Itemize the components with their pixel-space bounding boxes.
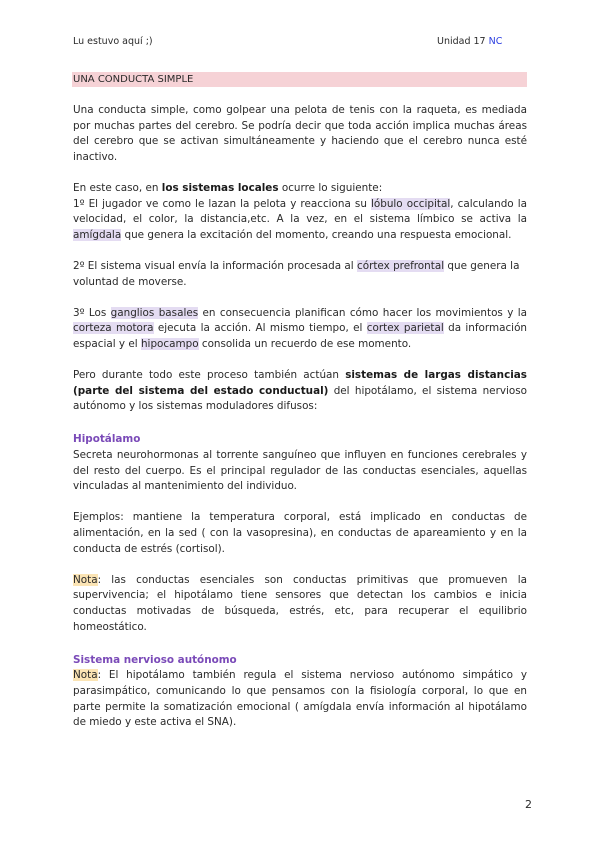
highlight-term: córtex prefrontal — [357, 259, 445, 272]
paragraph-hipotalamo: Secreta neurohormonas al torrente sanguíneo que influyen en funciones cerebrales y del resto del cuerpo. Es el principal regulador de las conductas esenciales, aquellas vinculadas al mantenimiento del individuo. — [73, 449, 527, 493]
highlight-term: cortex parietal — [366, 322, 444, 335]
nc-tag: NC — [488, 36, 503, 47]
highlight-term: hipocampo — [140, 337, 199, 350]
paragraph-intro: Una conducta simple, como golpear una pelota de tenis con la raqueta, es mediada por muchas partes del cerebro. Se podría decir que toda acción implica muchas áreas del cerebro que se activan simultáneamente y haciendo que el cerebro nunca esté inactivo. — [73, 104, 527, 163]
heading-sna: Sistema nervioso autónomo — [73, 653, 237, 666]
paragraph-nota-2: Nota: El hipotálamo también regula el sistema nervioso autónomo simpático y parasimpático, comunicando lo que pensamos con la fisiología corporal, lo que en parte permite la somatización emocional ( amígdala envía información al hipotálamo de miedo y este activa el SNA). — [73, 669, 527, 729]
document-body — [73, 103, 527, 731]
nota-label: Nota — [73, 573, 98, 586]
header-right — [437, 36, 502, 47]
paragraph-step-3: 3º Los ganglios basales en consecuencia planifican cómo hacer los movimientos y la corteza motora ejecuta la acción. Al mismo tiempo, el cortex parietal da información espacial y el hipocampo consolida un recuerdo de ese momento. — [73, 306, 528, 350]
bold-term: sistemas de largas distancias (parte del sistema del estado conductual) — [73, 369, 527, 397]
unit-label: Unidad 17 — [437, 36, 486, 47]
nota-label: Nota — [73, 669, 98, 682]
paragraph-step-1: 1º El jugador ve como le lazan la pelota y reacciona su lóbulo occipital, calculando la velocidad, el color, la distancia,etc. A la vez, en el sistema límbico se activa la amígdala que genera la excitación del momento, creando una respuesta emocional. — [73, 197, 527, 241]
paragraph-step-2: 2º El sistema visual envía la información procesada al córtex prefrontal que genera la voluntad de moverse. — [73, 259, 520, 288]
highlight-term: corteza motora — [73, 322, 154, 335]
paragraph-local-systems: En este caso, en los sistemas locales ocurre lo siguiente: — [73, 181, 383, 194]
page-number: 2 — [525, 798, 532, 811]
header-left-text: Lu estuvo aquí ;) — [73, 36, 153, 47]
paragraph-long-distance: Pero durante todo este proceso también actúan sistemas de largas distancias (parte del sistema del estado conductual) del hipotálamo, el sistema nervioso autónomo y los sistemas moduladores difusos: — [73, 369, 527, 413]
highlight-term: ganglios basales — [110, 306, 199, 319]
paragraph-examples: Ejemplos: mantiene la temperatura corporal, está implicado en conductas de alimentación, en la sed ( con la vasopresina), en conductas de apareamiento y en la conducta de estrés (cortisol). — [73, 511, 527, 555]
bold-term: los sistemas locales — [161, 181, 279, 194]
heading-hipotalamo: Hipotálamo — [73, 433, 141, 446]
highlight-term: lóbulo occipital — [371, 197, 451, 210]
highlight-term: amígdala — [73, 228, 122, 241]
section-title: UNA CONDUCTA SIMPLE — [72, 72, 527, 87]
paragraph-nota-1: Nota: las conductas esenciales son conductas primitivas que promueven la supervivencia; el hipotálamo tiene sensores que detectan los cambios e inicia conductas motivadas de búsqueda, estrés, etc, para recuperar el equilibrio homeostático. — [73, 573, 527, 633]
